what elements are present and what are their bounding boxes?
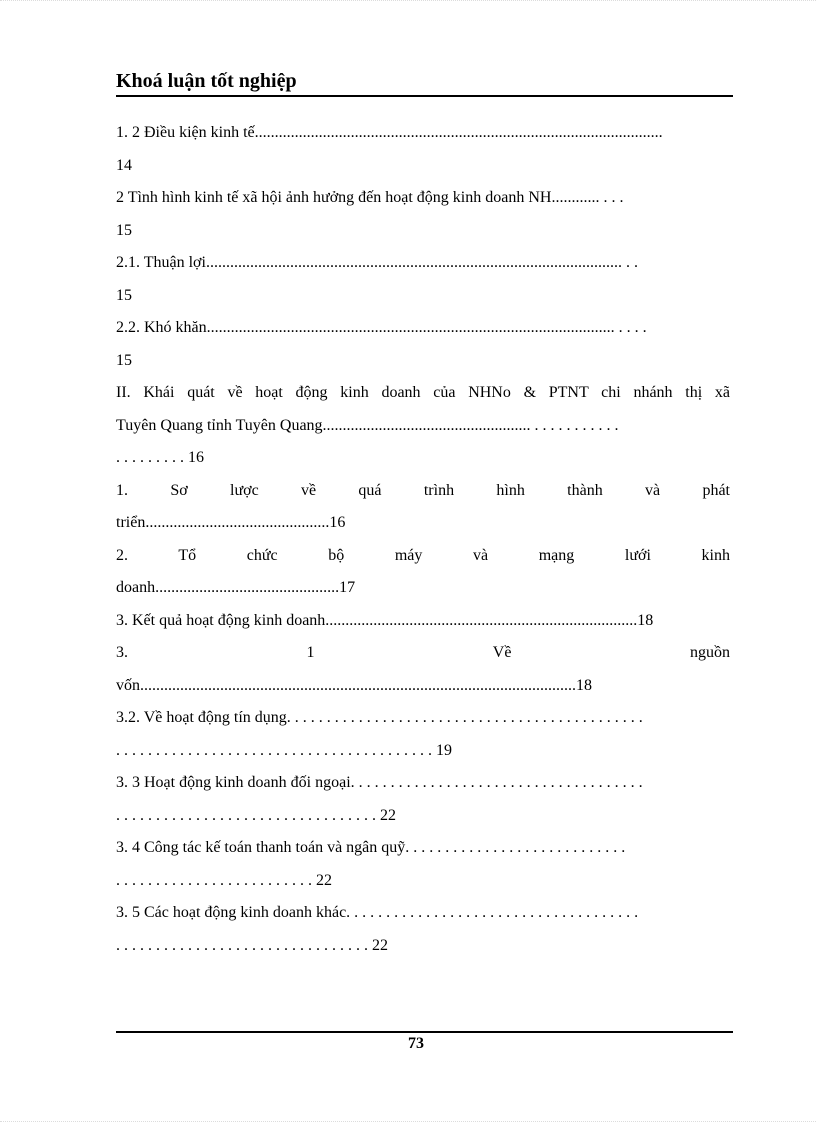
toc-entry-2-to-chuc: 2. Tổ chức bộ máy và mạng lưới kinh: [116, 546, 730, 564]
toc-entry-3-ket-qua: 3. Kết quả hoạt động kinh doanh..............................................................................18: [116, 611, 654, 629]
toc-entry-ii-khai-quat: II. Khái quát về hoạt động kinh doanh của NHNo & PTNT chi nhánh thị xã: [116, 384, 730, 401]
toc-entry-1-so-luoc: 1. Sơ lược về quá trình hình thành và phát: [116, 481, 730, 499]
toc-page-number: . . . . . . . . . 16: [116, 449, 204, 466]
toc-page-number: . . . . . . . . . . . . . . . . . . . . . . . . . . . . . . . . . 22: [116, 806, 396, 824]
page-top-edge: [0, 0, 816, 2]
page-number: 73: [408, 1035, 424, 1052]
page-header: [116, 68, 733, 97]
table-of-contents: [116, 117, 730, 962]
toc-entry-3-3-doi-ngoai: 3. 3 Hoạt động kinh doanh đối ngoại. . . . . . . . . . . . . . . . . . . . . . . . . . . . . . . . . . . . .: [116, 774, 643, 791]
toc-page-number: 15: [116, 351, 132, 369]
toc-entry-1-so-luoc-cont: triển..............................................16: [116, 514, 346, 531]
toc-page-number: 14: [116, 156, 132, 174]
toc-page-number: 15: [116, 286, 132, 304]
toc-entry-2-tinh-hinh-kinh-te: 2 Tình hình kinh tế xã hội ảnh hưởng đến hoạt động kinh doanh NH............ . . .: [116, 189, 624, 206]
toc-entry-3-2-tin-dung: 3.2. Về hoạt động tín dụng. . . . . . . . . . . . . . . . . . . . . . . . . . . . . . . . . . . . . . . . . . . . .: [116, 709, 643, 726]
toc-entry-2-to-chuc-cont: doanh..............................................17: [116, 579, 356, 596]
toc-entry-2-2-kho-khan: 2.2. Khó khăn...................................................................................................... . . . .: [116, 319, 647, 336]
toc-page-number: . . . . . . . . . . . . . . . . . . . . . . . . . . . . . . . . 22: [116, 936, 388, 954]
toc-page-number: 15: [116, 221, 132, 239]
header-title: Khoá luận tốt nghiệp: [116, 70, 297, 92]
toc-entry-3-4-ke-toan: 3. 4 Công tác kế toán thanh toán và ngân quỹ. . . . . . . . . . . . . . . . . . . . . . . . . . . .: [116, 839, 626, 856]
footer-divider: [116, 1031, 733, 1033]
toc-entry-2-1-thuan-loi: 2.1. Thuận lợi........................................................................................................ . .: [116, 254, 638, 271]
toc-entry-ii-khai-quat-cont: Tuyên Quang tỉnh Tuyên Quang.................................................... . . . . . . . . . . .: [116, 416, 619, 434]
toc-entry-1-2-dieu-kien-kinh-te: 1. 2 Điều kiện kinh tế......................................................................................................: [116, 124, 663, 141]
toc-entry-3-1-nguon-von: 3. 1 Về nguồn: [116, 644, 730, 661]
toc-entry-3-5-hoat-dong-khac: 3. 5 Các hoạt động kinh doanh khác. . . . . . . . . . . . . . . . . . . . . . . . . . . . . . . . . . . . .: [116, 904, 639, 921]
toc-page-number: . . . . . . . . . . . . . . . . . . . . . . . . . 22: [116, 871, 332, 889]
toc-page-number: . . . . . . . . . . . . . . . . . . . . . . . . . . . . . . . . . . . . . . . . 19: [116, 741, 452, 759]
toc-entry-3-1-nguon-von-cont: vốn.............................................................................................................18: [116, 676, 592, 694]
